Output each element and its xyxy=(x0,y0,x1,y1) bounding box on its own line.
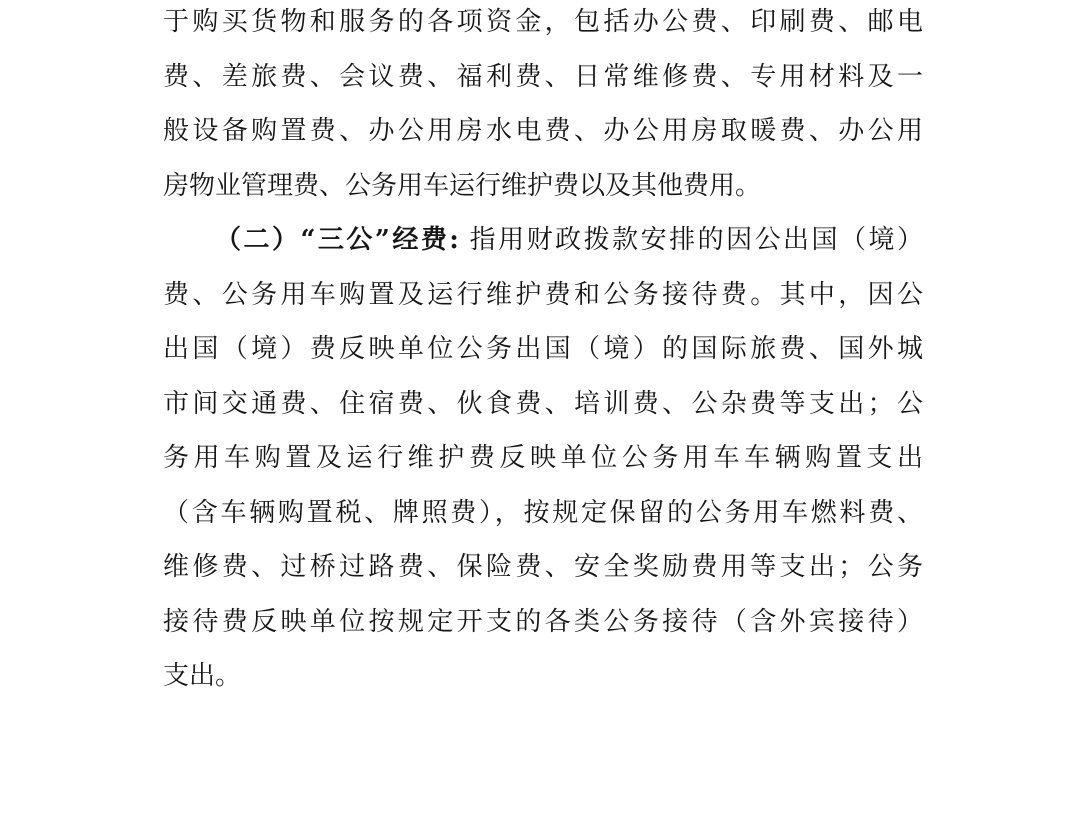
text-segment: 支出。 xyxy=(163,661,242,691)
text-line-11 xyxy=(163,540,923,595)
document-body xyxy=(163,0,923,704)
text-segment: 房物业管理费、公务用车运行维护费以及其他费用。 xyxy=(163,170,762,201)
text-segment: 出国（境）费反映单位公务出国（境）的国际旅费、国外城 xyxy=(163,334,923,364)
text-segment: 市间交通费、住宿费、伙食费、培训费、公杂费等支出；公 xyxy=(163,388,923,419)
text-line-2 xyxy=(163,50,923,105)
text-line-8 xyxy=(163,377,923,432)
text-line-12 xyxy=(163,595,923,650)
text-line-9 xyxy=(163,431,923,486)
text-line-1 xyxy=(163,0,923,50)
text-line-7 xyxy=(163,322,923,377)
text-segment: 费、差旅费、会议费、福利费、日常维修费、专用材料及一 xyxy=(163,61,923,92)
text-line-10 xyxy=(163,486,923,541)
text-segment: 维修费、过桥过路费、保险费、安全奖励费用等支出；公务 xyxy=(163,552,923,582)
text-segment: 务用车购置及运行维护费反映单位公务用车车辆购置支出 xyxy=(163,443,923,473)
text-segment: 指用财政拨款安排的因公出国（境） xyxy=(458,225,924,255)
text-segment: 费、公务用车购置及运行维护费和公务接待费。其中，因公 xyxy=(163,279,923,310)
text-line-6 xyxy=(163,268,923,323)
text-segment: 于购买货物和服务的各项资金，包括办公费、印刷费、邮电 xyxy=(163,7,923,37)
text-line-3 xyxy=(163,104,923,159)
text-line-4 xyxy=(163,159,923,214)
text-line-13 xyxy=(163,649,923,704)
text-line-5 xyxy=(163,213,923,268)
text-segment: （含车辆购置税、牌照费），按规定保留的公务用车燃料费、 xyxy=(163,497,923,528)
text-segment-bold: （二）“三公”经费: xyxy=(215,225,459,255)
text-segment: 接待费反映单位按规定开支的各类公务接待（含外宾接待） xyxy=(163,606,923,637)
text-segment: 般设备购置费、办公用房水电费、办公用房取暖费、办公用 xyxy=(163,116,923,146)
